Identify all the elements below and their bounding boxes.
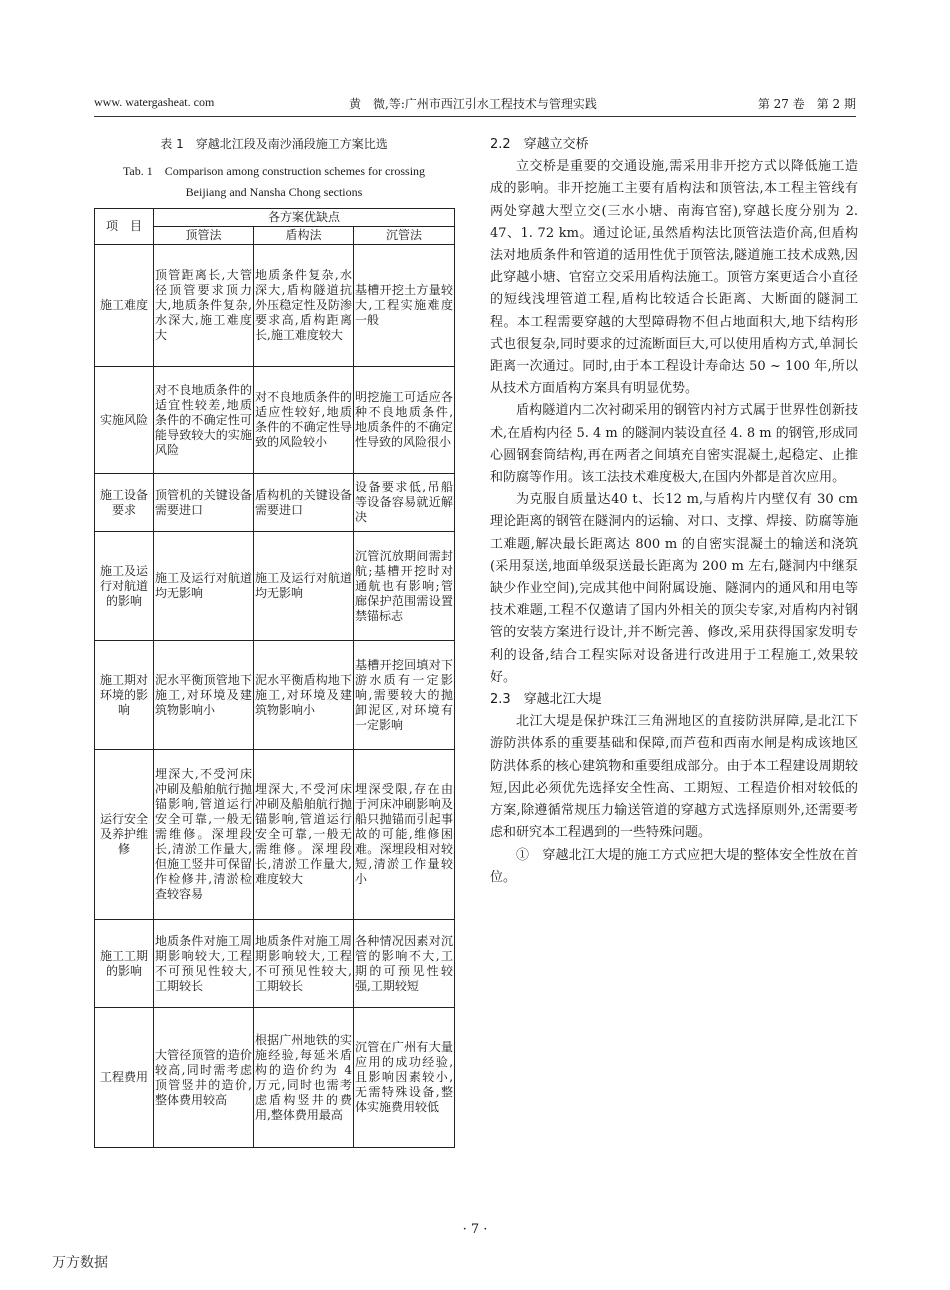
table-caption-en-line1: Tab. 1 Comparison among construction schemes for crossing	[122, 164, 426, 178]
section-heading-2-2: 2.2 穿越立交桥	[490, 137, 589, 152]
table-cell: 各种情况因素对沉管的影响不大,工期的可预见性较强,工期较短	[354, 920, 455, 1008]
table-cell: 顶管机的关键设备需要进口	[154, 474, 254, 532]
issue-info: 第 27 卷 第 2 期	[757, 97, 856, 111]
running-header	[94, 92, 856, 114]
header-immersed: 沉管法	[354, 227, 455, 245]
journal-site: www. watergasheat. com	[94, 95, 215, 109]
table-row	[95, 532, 455, 641]
table-row	[95, 641, 455, 750]
table-cell: 埋深大,不受河床冲刷及船舶航行抛锚影响,管道运行安全可靠,一般无需维修。深埋段长,清淤工作量大,但施工竖井可保留作检修井,清淤检查较容易	[154, 750, 254, 920]
row-label: 工程费用	[95, 1008, 154, 1148]
table-caption-en-line2: Beijiang and Nansha Chong sections	[185, 185, 363, 199]
row-label: 施工及运行对航道的影响	[95, 532, 154, 641]
paragraph: 北江大堤是保护珠江三角洲地区的直接防洪屏障,是北江下游防洪体系的重要基础和保障,而芦苞和西南水闸是构成该地区防洪体系的核心建筑物和重要组成部分。由于本工程建设周期较短,因此必须优先选择安全性高、工期短、工程造价相对较低的方案,除遵循常规压力输送管道的穿越方式选择原则外,还需要考虑和研究本工程遇到的一些特殊问题。	[490, 714, 858, 841]
row-label: 实施风险	[95, 367, 154, 474]
paragraph: 为克服自质量达40 t、长12 m,与盾构片内壁仅有 30 cm 理论距离的钢管在隧洞内的运输、对口、支撑、焊接、防腐等施工难题,解决最长距离达 800 m 的自密实混凝土的输送和浇筑(采用泵送,地面单级泵送最长距离为 200 m 左右,隧洞内中继泵缺少作业空间),完成其他中间附属设施、隧洞内的通风和用电等技术难题,工程不仅邀请了国内外相关的顶尖专家,对盾构内衬钢管的安装方案进行设计,并不断完善、修改,采用获得国家发明专利的设备,结合工程实际对设备进行改进用于工程施工,效果较好。	[490, 492, 858, 685]
table-cell: 基槽开挖回填对下游水质有一定影响,需要较大的抛卸泥区,对环境有一定影响	[354, 641, 455, 750]
row-label: 施工期对环境的影响	[95, 641, 154, 750]
table-cell: 沉管在广州有大量应用的成功经验,且影响因素较小,无需特殊设备,整体实施费用较低	[354, 1008, 455, 1148]
row-label: 施工工期的影响	[95, 920, 154, 1008]
table-cell: 地质条件对施工周期影响较大,工程不可预见性较大,工期较长	[254, 920, 354, 1008]
table-row	[95, 750, 455, 920]
table-row	[95, 245, 455, 367]
table-cell: 沉管沉放期间需封航;基槽开挖时对通航也有影响;管廊保护范围需设置禁锚标志	[354, 532, 455, 641]
page-number: · 7 ·	[462, 1222, 488, 1237]
table-cell: 埋深受限,存在由于河床冲刷影响及船只抛锚而引起事故的可能,维修困难。深埋段相对较短,清淤工作量较小	[354, 750, 455, 920]
row-label: 运行安全及养护维修	[95, 750, 154, 920]
paragraph: 盾构隧道内二次衬砌采用的钢管内衬方式属于世界性创新技术,在盾构内径 5. 4 m 的隧洞内装设直径 4. 8 m 的钢管,形成同心圆钢套筒结构,再在两者之间填充自密实混凝土,起稳定、止推和防腐等作用。该工法技术难度极大,在国内外都是首次应用。	[490, 403, 858, 486]
table-caption-cn: 表 1 穿越北江段及南沙涌段施工方案比选	[160, 137, 388, 151]
table-cell: 根据广州地铁的实施经验,每延米盾构的造价约为 4 万元,同时也需考虑盾构竖井的费用,整体费用最高	[254, 1008, 354, 1148]
table-cell: 明挖施工可适应各种不良地质条件,地质条件的不确定性导致的风险很小	[354, 367, 455, 474]
comparison-table	[94, 208, 455, 1148]
header-item: 项 目	[95, 209, 154, 245]
header-jacking: 顶管法	[154, 227, 254, 245]
section-heading-2-3: 2.3 穿越北江大堤	[490, 692, 602, 708]
row-label: 施工难度	[95, 245, 154, 367]
watermark: 万方数据	[52, 1255, 108, 1271]
table-row	[95, 367, 455, 474]
right-column-text	[490, 134, 858, 889]
paragraph: 立交桥是重要的交通设施,需采用非开挖方式以降低施工造成的影响。非开挖施工主要有盾构法和顶管法,本工程主管线有两处穿越大型立交(三水小塘、南海官窑),穿越长度分别为 2. 47、1. 72 km。通过论证,虽然盾构法比顶管法造价高,但盾构法对地质条件和管道的适用性优于顶管法,隧道施工技术成熟,因此穿越小塘、官窑立交采用盾构法施工。顶管方案更适合小直径的短线浅埋管道工程,盾构比较适合长距离、大断面的隧洞工程。本工程需要穿越的大型障碍物不但占地面积大,地下结构形式也很复杂,同时要求的过流断面巨大,可以使用盾构方式,单洞长距离一次通过。同时,由于本工程设计寿命达 50 ~ 100 年,所以从技术方面盾构方案具有明显优势。	[490, 159, 858, 397]
table-row	[95, 474, 455, 532]
article-authors-title: 黄 微,等:广州市西江引水工程技术与管理实践	[349, 97, 597, 111]
table-row	[95, 1008, 455, 1148]
table-cell: 地质条件复杂,水深大,盾构隧道抗外压稳定性及防渗要求高,盾构距离长,施工难度较大	[254, 245, 354, 367]
table-cell: 施工及运行对航道均无影响	[154, 532, 254, 641]
table-cell: 基槽开挖土方量较大,工程实施难度一般	[354, 245, 455, 367]
paragraph: ① 穿越北江大堤的施工方式应把大堤的整体安全性放在首位。	[490, 847, 858, 885]
table-cell: 设备要求低,吊船等设备容易就近解决	[354, 474, 455, 532]
header-shield: 盾构法	[254, 227, 354, 245]
table-cell: 大管径顶管的造价较高,同时需考虑顶管竖井的造价,整体费用较高	[154, 1008, 254, 1148]
table-cell: 盾构机的关键设备需要进口	[254, 474, 354, 532]
table-cell: 泥水平衡盾构地下施工,对环境及建筑物影响小	[254, 641, 354, 750]
header-rule	[94, 116, 856, 117]
table-cell: 对不良地质条件的适宜性较差,地质条件的不确定性可能导致较大的实施风险	[154, 367, 254, 474]
table-cell: 泥水平衡顶管地下施工,对环境及建筑物影响小	[154, 641, 254, 750]
table-cell: 对不良地质条件的适应性较好,地质条件的不确定性导致的风险较小	[254, 367, 354, 474]
table-cell: 地质条件对施工周期影响较大,工程不可预见性较大,工期较长	[154, 920, 254, 1008]
table-cell: 埋深大,不受河床冲刷及船舶航行抛锚影响,管道运行安全可靠,一般无需维修。深埋段长,清淤工作量大,难度较大	[254, 750, 354, 920]
row-label: 施工设备要求	[95, 474, 154, 532]
table-row	[95, 920, 455, 1008]
table-cell: 顶管距离长,大管径顶管要求顶力大,地质条件复杂,水深大,施工难度大	[154, 245, 254, 367]
header-group: 各方案优缺点	[154, 209, 455, 227]
table-cell: 施工及运行对航道均无影响	[254, 532, 354, 641]
